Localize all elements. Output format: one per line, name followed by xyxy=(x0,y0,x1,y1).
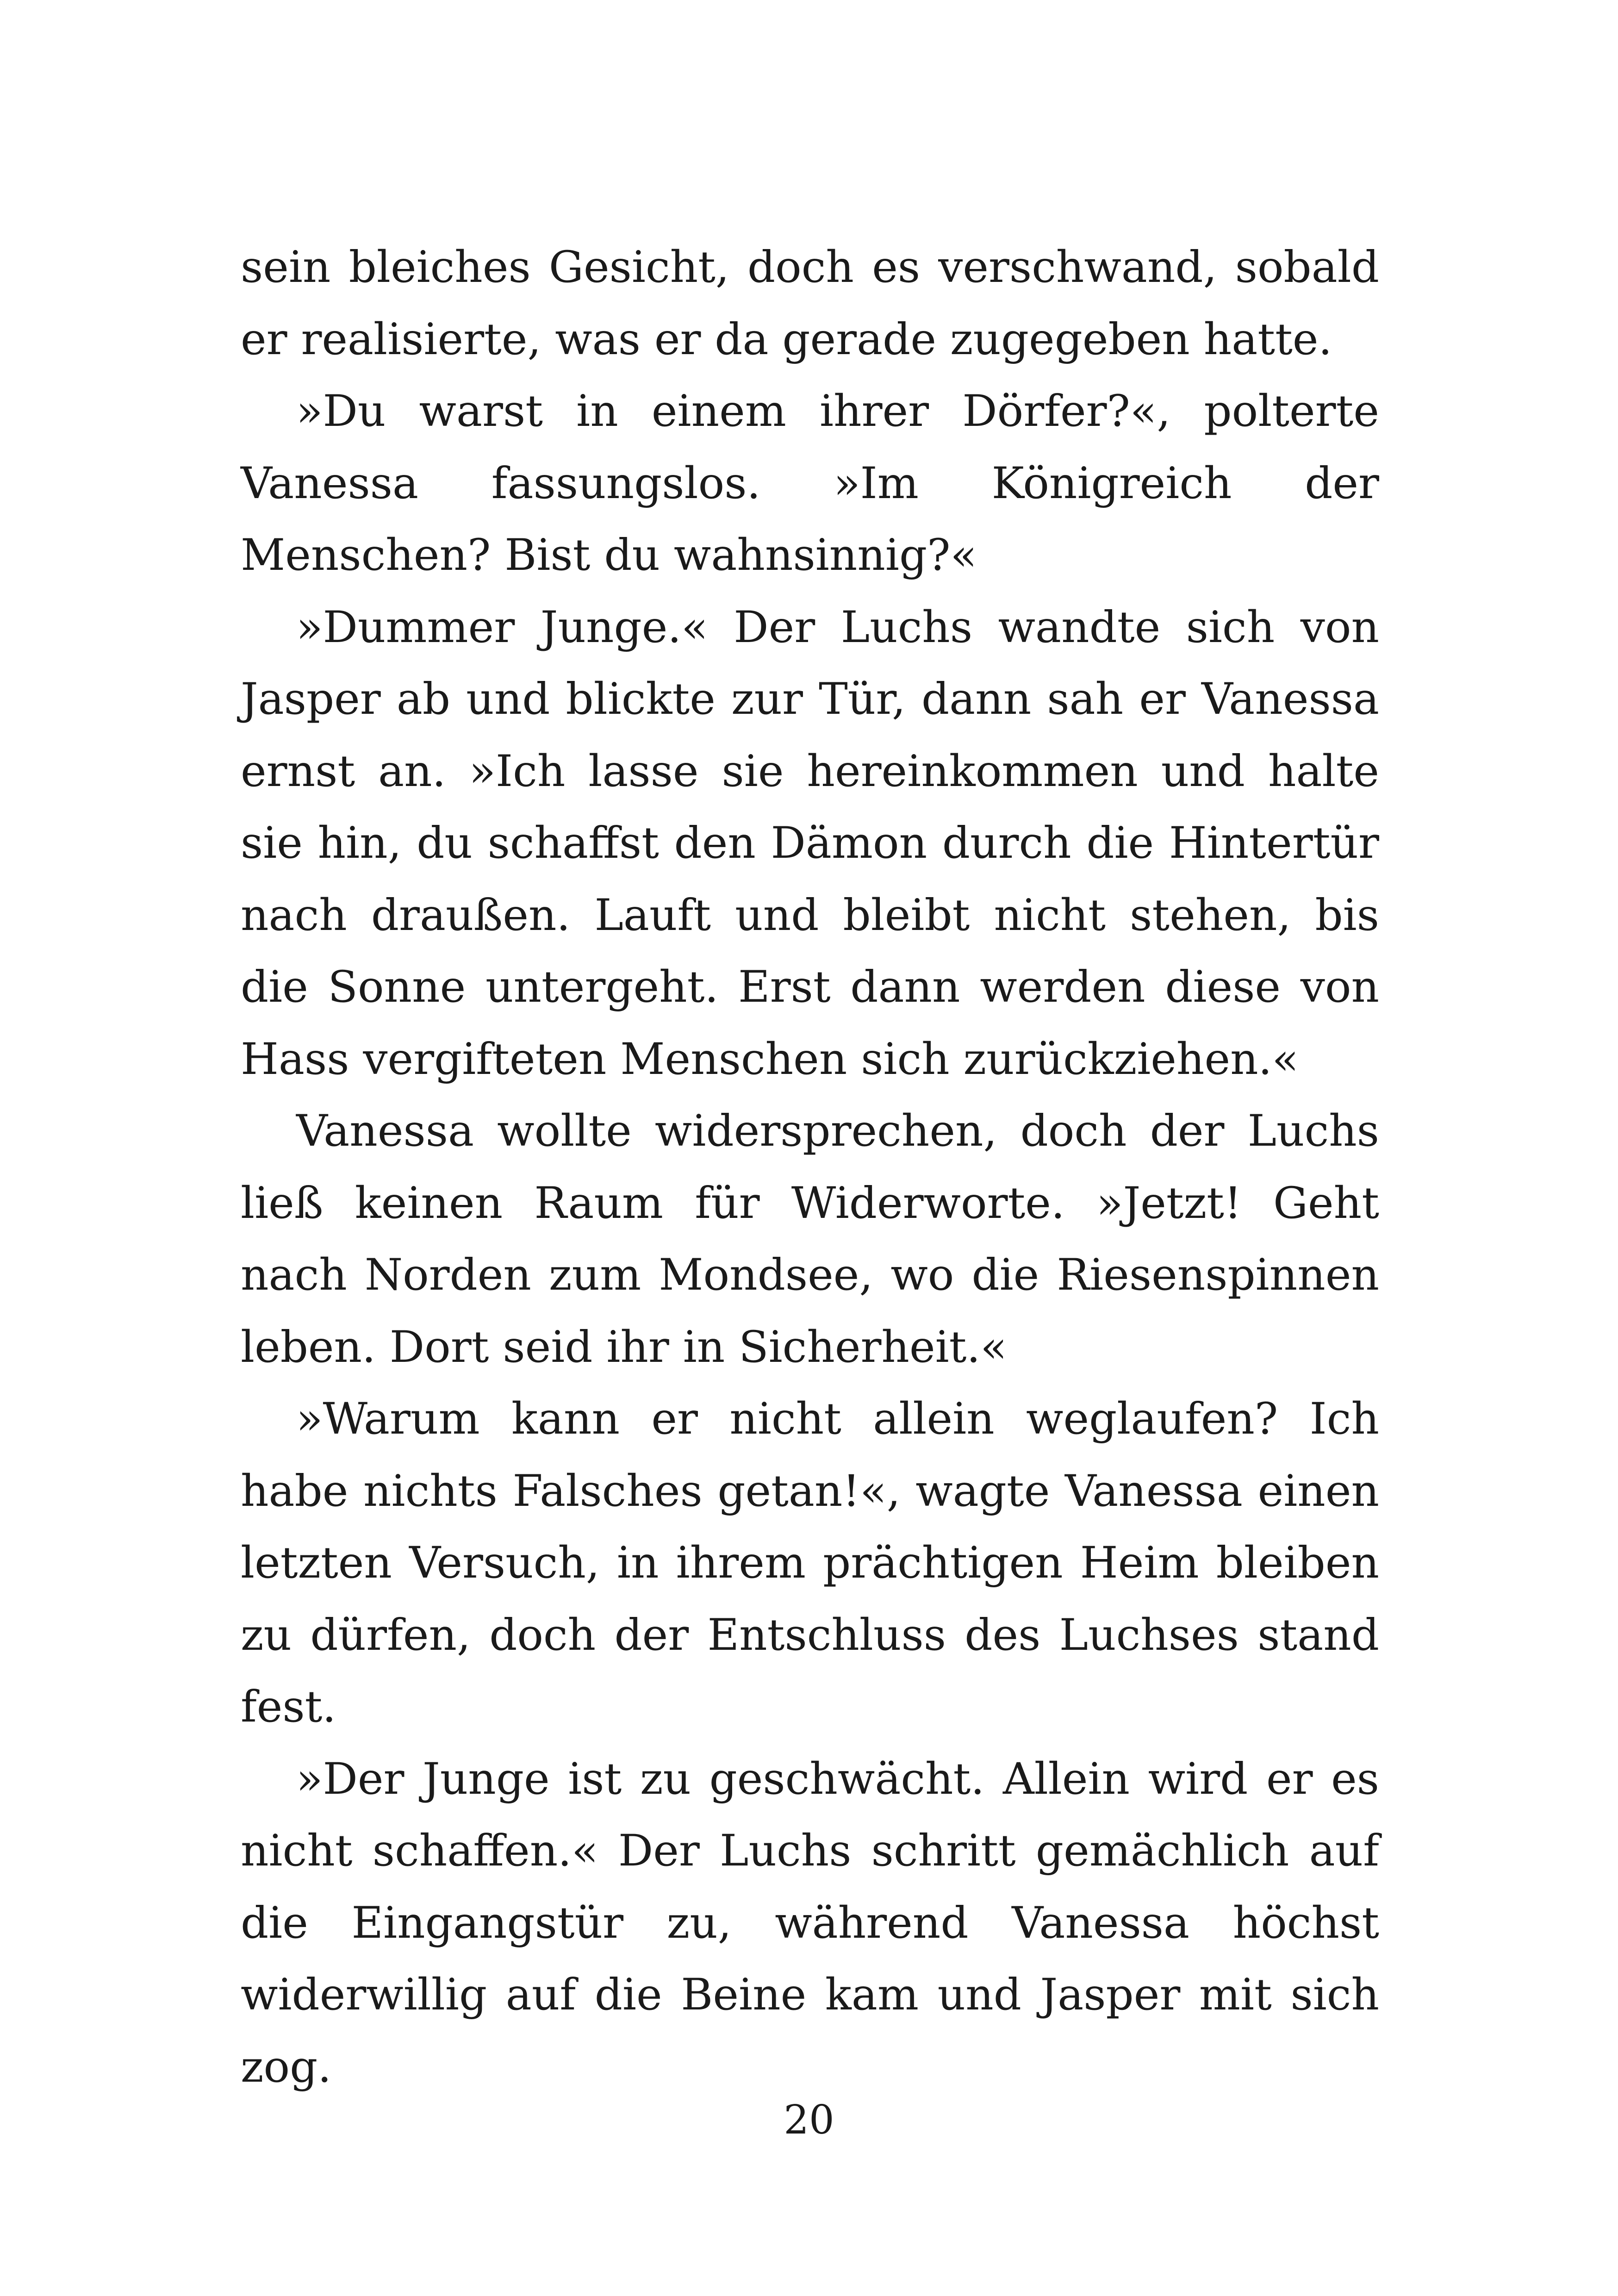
paragraph-5: »Warum kann er nicht allein weglaufen? Ich habe nichts Falsches getan!«, wagte Vanessa einen letzten Versuch, in ihrem prächtigen Heim bleiben zu dürfen, doch der Entschluss des Luchses stand fest. xyxy=(241,1394,1379,1732)
paragraph-4: Vanessa wollte widersprechen, doch der Luchs ließ keinen Raum für Widerworte. »Jetzt! Geht nach Norden zum Mondsee, wo die Riesenspinnen leben. Dort seid ihr in Sicherheit.« xyxy=(241,1106,1379,1373)
paragraph-6: »Der Junge ist zu geschwächt. Allein wird er es nicht schaffen.« Der Luchs schritt gemächlich auf die Eingangstür zu, während Vanessa höchst widerwillig auf die Beine kam und Jasper mit sich zog. xyxy=(241,1753,1379,2092)
paragraph-1: sein bleiches Gesicht, doch es verschwand, sobald er realisierte, was er da gerade zugegeben hatte. xyxy=(241,242,1379,365)
paragraph-2: »Du warst in einem ihrer Dörfer?«, polterte Vanessa fassungslos. »Im Königreich der Menschen? Bist du wahnsinnig?« xyxy=(241,386,1379,580)
body-text xyxy=(241,231,1379,2103)
paragraph-3: »Dummer Junge.« Der Luchs wandte sich von Jasper ab und blickte zur Tür, dann sah er Vanessa ernst an. »Ich lasse sie hereinkommen und halte sie hin, du schaffst den Dämon durch die Hintertür nach draußen. Lauft und bleibt nicht stehen, bis die Sonne untergeht. Erst dann werden diese von Hass vergifteten Menschen sich zurückziehen.« xyxy=(241,602,1379,1085)
page-number: 20 xyxy=(784,2097,834,2143)
